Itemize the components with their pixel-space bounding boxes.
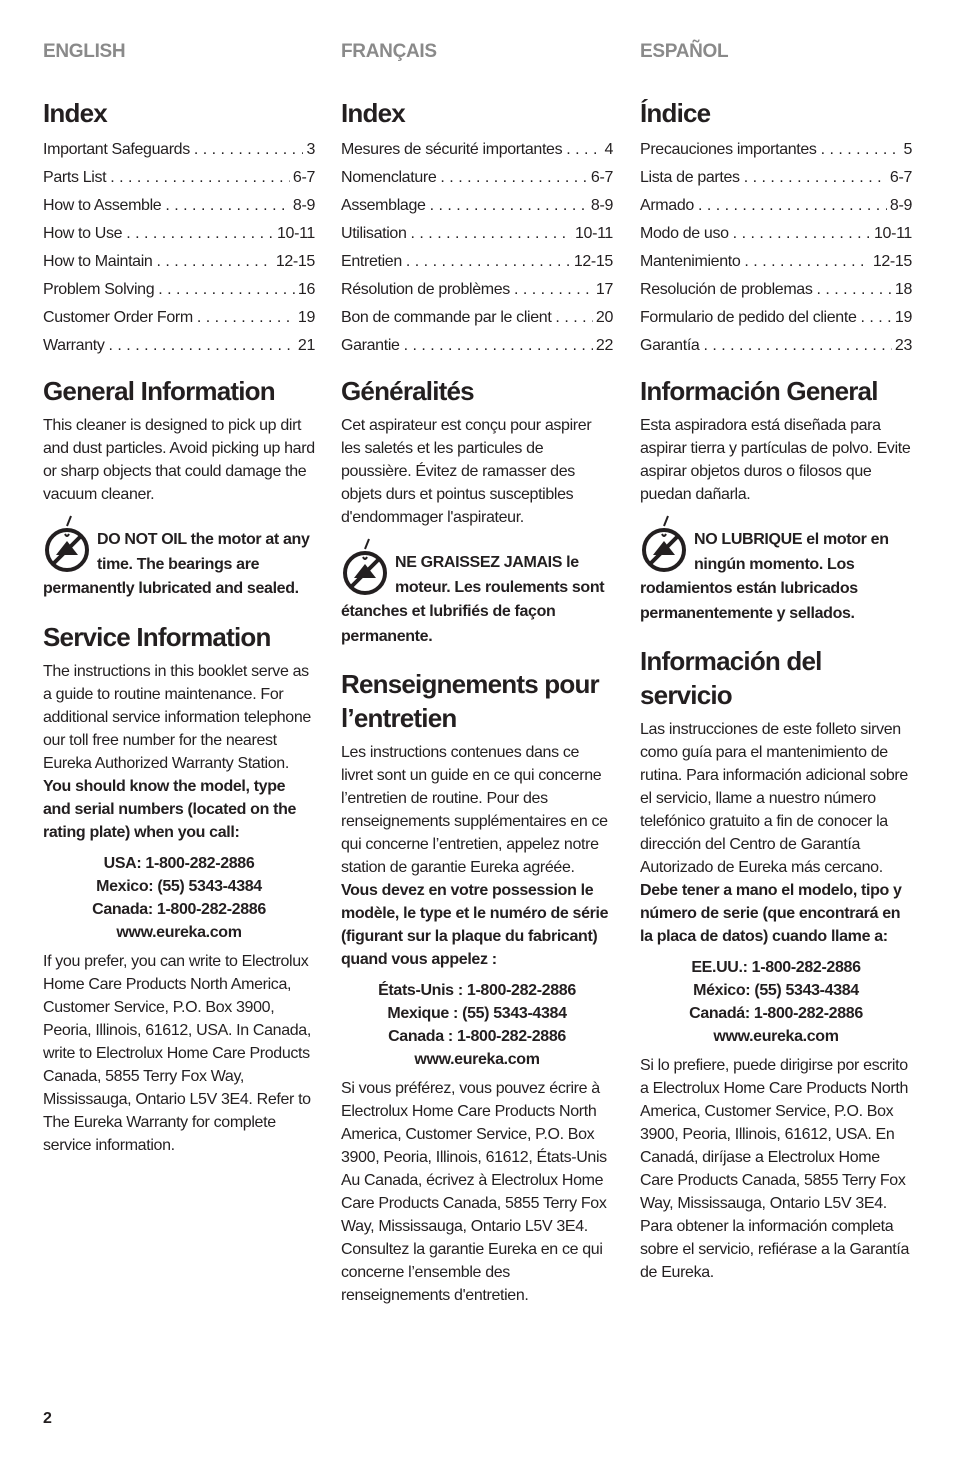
spanish-column bbox=[640, 38, 912, 1284]
english-column bbox=[43, 38, 315, 1157]
contact-numbers bbox=[640, 956, 912, 1048]
toc-entry: Armado . . . 8-9 bbox=[640, 192, 912, 220]
closing-text: If you prefer, you can write to Electrolux Home Care Products North America, Customer Service, P.O. Box 3900, Peoria, Illinois, 61612, USA. In Canada, write to Electrolux Home Care Products Canada, 5855 Terry Fox Way, Mississauga, Ontario L5V 3E4. Refer to The Eureka Warranty for complete service information. bbox=[43, 952, 311, 1154]
index-title: Índice bbox=[640, 98, 711, 128]
toc-entry: Assemblage . . . 8-9 bbox=[341, 192, 613, 220]
service-info-text: The instructions in this booklet serve as a guide to routine maintenance. For additional service information telephone our toll free number for the nearest Eureka Authorized Warranty Station. You should know the model, type and serial numbers (located on the rating plate) when you call: bbox=[43, 662, 311, 841]
general-info-title: Généralités bbox=[341, 376, 474, 406]
website: www.eureka.com bbox=[713, 1028, 839, 1045]
index-title: Index bbox=[341, 98, 405, 128]
service-info-text: Las instrucciones de este folleto sirven como guía para el mantenimiento de rutina. Para información adicional sobre el servicio, llame a nuestro número telefónico gratuito a fin de conocer la dirección del Centro de Garantía Autorizado de Eureka más cercano. Debe tener a mano el modelo, tipo y número de serie (que encontrará en la placa de datos) cuando llame a: bbox=[640, 721, 908, 945]
toc-entry: Mantenimiento . . . 12-15 bbox=[640, 248, 912, 276]
service-info-title: Información del servicio bbox=[640, 646, 822, 710]
toc-entry: Precauciones importantes . . . 5 bbox=[640, 136, 912, 164]
general-info-title: Información General bbox=[640, 376, 878, 406]
phone-line: México: (55) 5343-4384 bbox=[693, 982, 859, 999]
toc-entry: Problem Solving . . . 16 bbox=[43, 276, 315, 304]
no-oil-icon bbox=[640, 514, 692, 574]
warning-block bbox=[341, 551, 613, 649]
service-info-title: Renseignements pour l’entretien bbox=[341, 669, 599, 733]
language-heading: ESPAÑOL bbox=[640, 41, 729, 62]
toc-entry: How to Use . . . 10-11 bbox=[43, 220, 315, 248]
toc-entry: Bon de commande par le client . . . 20 bbox=[341, 304, 613, 332]
website: www.eureka.com bbox=[116, 923, 242, 941]
toc-entry: Résolution de problèmes . . . 17 bbox=[341, 276, 613, 304]
toc-entry: How to Assemble . . . 8-9 bbox=[43, 192, 315, 220]
page-number: 2 bbox=[43, 1410, 52, 1427]
contact-numbers bbox=[341, 979, 613, 1071]
toc-entry: Garantie . . . 22 bbox=[341, 332, 613, 360]
toc-entry: Customer Order Form . . . 19 bbox=[43, 304, 315, 332]
toc-entry: Parts List . . . 6-7 bbox=[43, 164, 315, 192]
general-info-text: Esta aspiradora está diseñada para aspirar tierra y partículas de polvo. Evite aspirar objetos duros o filosos que puedan dañarla. bbox=[640, 417, 911, 503]
toc-entry: Garantía . . . 23 bbox=[640, 332, 912, 360]
toc-entry: Mesures de sécurité importantes . . . 4 bbox=[341, 136, 613, 164]
phone-line: Mexico: (55) 5343-4384 bbox=[96, 877, 262, 895]
warning-block bbox=[43, 528, 315, 602]
toc-entry: Important Safeguards . . . 3 bbox=[43, 136, 315, 164]
general-info-title: General Information bbox=[43, 376, 275, 406]
closing-text: Si vous préférez, vous pouvez écrire à Electrolux Home Care Products North America, Customer Service, P.O. Box 3900, Peoria, Illinois, 61612, États-Unis Au Canada, écrivez à Electrolux Home Care Products Canada, 5855 Terry Fox Way, Mississauga, Ontario L5V 3E4. Consultez la garantie Eureka en ce qui concerne l’ensemble des renseignements d'entretien. bbox=[341, 1080, 607, 1304]
toc-entry: Formulario de pedido del cliente . . . 19 bbox=[640, 304, 912, 332]
warning-text: DO NOT OIL the motor at any time. The bearings are permanently lubricated and sealed. bbox=[43, 531, 310, 597]
index-title: Index bbox=[43, 98, 107, 128]
toc-entry: Resolución de problemas . . . 18 bbox=[640, 276, 912, 304]
no-oil-icon bbox=[341, 537, 393, 597]
index-list bbox=[43, 136, 315, 360]
service-info-title: Service Information bbox=[43, 621, 271, 652]
phone-line: États-Unis : 1-800-282-2886 bbox=[378, 982, 576, 999]
closing-text: Si lo prefiere, puede dirigirse por escrito a Electrolux Home Care Products North America, Customer Service, P.O. Box 3900, Peoria, Illinois, 61612, USA. En Canadá, diríjase a Electrolux Home Care Products Canada, 5855 Terry Fox Way, Mississauga, Ontario L5V 3E4. Para obtener la información completa sobre el servicio, refiérase a la Garantía de Eureka. bbox=[640, 1057, 909, 1281]
toc-entry: Warranty . . . 21 bbox=[43, 332, 315, 360]
website: www.eureka.com bbox=[414, 1051, 540, 1068]
toc-entry: Entretien . . . 12-15 bbox=[341, 248, 613, 276]
language-heading: FRANÇAIS bbox=[341, 41, 437, 62]
warning-text: NE GRAISSEZ JAMAIS le moteur. Les roulements sont étanches et lubrifiés de façon permanente. bbox=[341, 554, 605, 645]
general-info-text: This cleaner is designed to pick up dirt and dust particles. Avoid picking up hard or sharp objects that could damage the vacuum cleaner. bbox=[43, 417, 315, 503]
general-info-text: Cet aspirateur est conçu pour aspirer les saletés et les particules de poussière. Évitez de ramasser des objets durs et pointus susceptibles d'endommager l'aspirateur. bbox=[341, 417, 592, 526]
warning-block bbox=[640, 528, 912, 626]
toc-entry: How to Maintain . . . 12-15 bbox=[43, 248, 315, 276]
phone-line: Mexique : (55) 5343-4384 bbox=[387, 1005, 567, 1022]
warning-text: NO LUBRIQUE el motor en ningún momento. Los rodamientos están lubricados permanentemente y sellados. bbox=[640, 531, 889, 622]
index-list bbox=[341, 136, 613, 360]
toc-entry: Modo de uso . . . 10-11 bbox=[640, 220, 912, 248]
toc-entry: Lista de partes . . . 6-7 bbox=[640, 164, 912, 192]
service-info-text: Les instructions contenues dans ce livret sont un guide en ce qui concerne l’entretien de routine. Pour des renseignements supplémentaires en ce qui concerne l’entretien, appelez notre station de garantie Eureka agréée. Vous devez en votre possession le modèle, le type et le numéro de série (figurant sur la plaque du fabricant) quand vous appelez : bbox=[341, 744, 609, 968]
phone-line: Canadá: 1-800-282-2886 bbox=[689, 1005, 863, 1022]
phone-line: USA: 1-800-282-2886 bbox=[103, 854, 255, 872]
french-column bbox=[341, 38, 613, 1307]
index-list bbox=[640, 136, 912, 360]
contact-numbers bbox=[43, 852, 315, 944]
toc-entry: Nomenclature . . . 6-7 bbox=[341, 164, 613, 192]
no-oil-icon bbox=[43, 514, 95, 574]
phone-line: Canada : 1-800-282-2886 bbox=[388, 1028, 566, 1045]
phone-line: Canada: 1-800-282-2886 bbox=[92, 900, 266, 918]
phone-line: EE.UU.: 1-800-282-2886 bbox=[691, 959, 861, 976]
toc-entry: Utilisation . . . 10-11 bbox=[341, 220, 613, 248]
language-heading: ENGLISH bbox=[43, 41, 126, 62]
